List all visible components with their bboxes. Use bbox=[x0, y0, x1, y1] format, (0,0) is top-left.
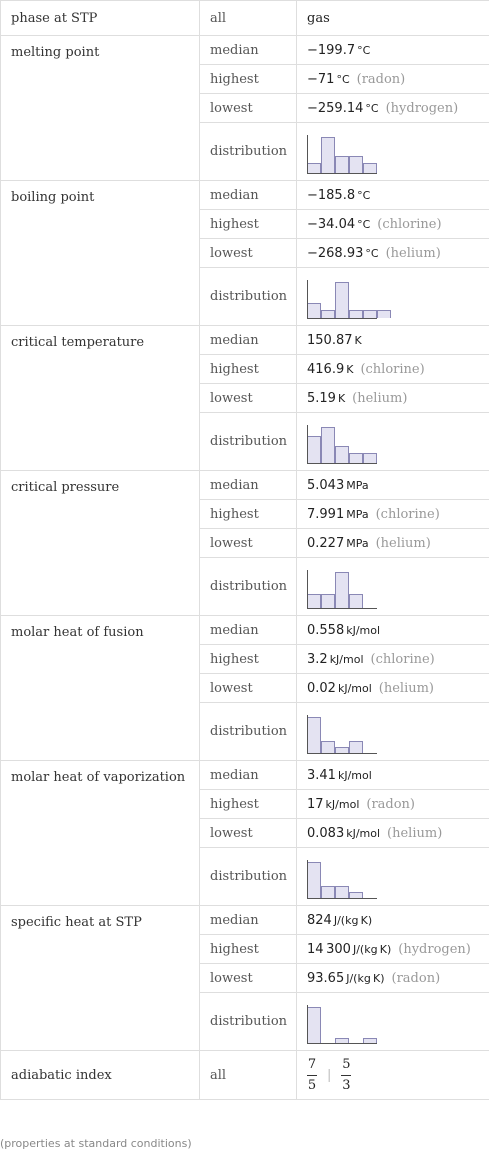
stat-value bbox=[297, 616, 489, 645]
value-number: 14 300 bbox=[307, 941, 351, 957]
histogram-bar bbox=[307, 436, 321, 463]
stat-value bbox=[297, 210, 489, 239]
property-subrow bbox=[1, 181, 489, 210]
fraction-numerator: 7 bbox=[307, 1056, 317, 1072]
property-name: melting point bbox=[1, 36, 200, 181]
stat-value bbox=[297, 384, 489, 413]
fraction-bar bbox=[341, 1075, 351, 1076]
value-unit: K bbox=[337, 391, 346, 405]
value-number: 3.2 bbox=[307, 651, 328, 667]
value-number: −259.14 bbox=[307, 100, 364, 116]
histogram-bar bbox=[321, 886, 335, 898]
histogram-bar bbox=[335, 747, 349, 753]
property-name: critical pressure bbox=[1, 471, 200, 616]
histogram-bar bbox=[363, 1038, 377, 1043]
value-number: 150.87 bbox=[307, 332, 353, 348]
distribution-histogram bbox=[307, 133, 377, 174]
stat-label: highest bbox=[200, 210, 297, 239]
histogram-bar bbox=[335, 446, 349, 463]
value-number: 5.19 bbox=[307, 390, 336, 406]
value-note: (helium) bbox=[378, 680, 435, 696]
distribution-histogram bbox=[307, 858, 377, 899]
fraction-separator: | bbox=[327, 1067, 332, 1083]
stat-value bbox=[297, 355, 489, 384]
stat-value bbox=[297, 935, 489, 964]
distribution-histogram bbox=[307, 1003, 377, 1044]
stat-value bbox=[297, 819, 489, 848]
phase-label: phase at STP bbox=[1, 1, 200, 36]
property-name: boiling point bbox=[1, 181, 200, 326]
value-note: (helium) bbox=[352, 390, 408, 406]
value-note: (radon) bbox=[356, 71, 406, 87]
histogram-bar bbox=[307, 862, 321, 898]
property-subrow bbox=[1, 471, 489, 500]
value-unit: kJ/mol bbox=[346, 826, 381, 840]
histogram-bar bbox=[335, 572, 349, 608]
histogram-bar bbox=[349, 310, 363, 318]
value-note: (hydrogen) bbox=[385, 100, 459, 116]
property-name: molar heat of fusion bbox=[1, 616, 200, 761]
stat-value bbox=[297, 993, 489, 1051]
stat-label: lowest bbox=[200, 94, 297, 123]
fraction bbox=[341, 1056, 351, 1095]
histogram-bar bbox=[335, 886, 349, 898]
stat-value bbox=[297, 268, 489, 326]
value-unit: kJ/mol bbox=[346, 623, 381, 637]
stat-value bbox=[297, 558, 489, 616]
stat-value bbox=[297, 674, 489, 703]
value-note: (helium) bbox=[375, 535, 431, 551]
stat-value bbox=[297, 964, 489, 993]
stat-value bbox=[297, 906, 489, 935]
stat-value bbox=[297, 65, 489, 94]
value-number: −185.8 bbox=[307, 187, 356, 203]
value-note: (chlorine) bbox=[375, 506, 440, 522]
value-note: (chlorine) bbox=[370, 651, 435, 667]
distribution-histogram bbox=[307, 568, 377, 609]
value-number: −34.04 bbox=[307, 216, 356, 232]
value-unit: MPa bbox=[346, 478, 369, 492]
value-number: −71 bbox=[307, 71, 335, 87]
stat-value bbox=[297, 181, 489, 210]
value-unit: °C bbox=[336, 72, 350, 86]
histogram-bar bbox=[349, 594, 363, 608]
phase-sub: all bbox=[200, 1, 297, 36]
stat-value bbox=[297, 645, 489, 674]
stat-value bbox=[297, 94, 489, 123]
stat-label: distribution bbox=[200, 123, 297, 181]
value-unit: °C bbox=[365, 101, 379, 115]
value-note: (chlorine) bbox=[360, 361, 425, 377]
value-unit: °C bbox=[357, 217, 371, 231]
value-number: 3.41 bbox=[307, 767, 336, 783]
stat-label: lowest bbox=[200, 964, 297, 993]
value-number: 0.02 bbox=[307, 680, 336, 696]
stat-label: lowest bbox=[200, 384, 297, 413]
stat-label: highest bbox=[200, 790, 297, 819]
value-unit: kJ/mol bbox=[325, 797, 360, 811]
value-unit: kJ/mol bbox=[329, 652, 364, 666]
value-number: 0.227 bbox=[307, 535, 345, 551]
stat-label: median bbox=[200, 616, 297, 645]
stat-label: highest bbox=[200, 500, 297, 529]
value-number: 7.991 bbox=[307, 506, 345, 522]
histogram-bar bbox=[321, 137, 335, 173]
stat-label: median bbox=[200, 36, 297, 65]
stat-value bbox=[297, 761, 489, 790]
histogram-bar bbox=[321, 594, 335, 608]
stat-label: distribution bbox=[200, 703, 297, 761]
value-number: 824 bbox=[307, 912, 332, 928]
value-number: 416.9 bbox=[307, 361, 345, 377]
histogram-bar bbox=[321, 741, 335, 753]
histogram-bar bbox=[363, 453, 377, 463]
histogram-bar bbox=[307, 303, 321, 318]
value-unit: K bbox=[346, 362, 354, 376]
stat-label: highest bbox=[200, 355, 297, 384]
fraction-denominator: 5 bbox=[307, 1077, 317, 1093]
histogram-bar bbox=[349, 453, 363, 463]
phase-row bbox=[1, 1, 489, 36]
stat-value bbox=[297, 123, 489, 181]
stat-value bbox=[297, 326, 489, 355]
property-name: molar heat of vaporization bbox=[1, 761, 200, 906]
property-name: specific heat at STP bbox=[1, 906, 200, 1051]
property-subrow bbox=[1, 616, 489, 645]
histogram-bar bbox=[307, 1007, 321, 1043]
value-unit: kJ/mol bbox=[337, 681, 372, 695]
distribution-histogram bbox=[307, 423, 377, 464]
value-unit: MPa bbox=[346, 536, 369, 550]
adiabatic-label: adiabatic index bbox=[1, 1051, 200, 1100]
histogram-bar bbox=[335, 156, 349, 173]
stat-label: median bbox=[200, 326, 297, 355]
value-unit: J/(kg K) bbox=[333, 913, 373, 927]
histogram-bar bbox=[377, 310, 391, 318]
histogram-bar bbox=[363, 310, 377, 318]
value-unit: MPa bbox=[346, 507, 369, 521]
value-number: −268.93 bbox=[307, 245, 364, 261]
value-number: 0.558 bbox=[307, 622, 345, 638]
stat-label: distribution bbox=[200, 268, 297, 326]
fraction bbox=[307, 1056, 317, 1095]
stat-label: highest bbox=[200, 65, 297, 94]
histogram-bar bbox=[335, 282, 349, 318]
stat-value bbox=[297, 703, 489, 761]
property-subrow bbox=[1, 36, 489, 65]
histogram-bar bbox=[335, 1038, 349, 1043]
property-name: critical temperature bbox=[1, 326, 200, 471]
value-number: −199.7 bbox=[307, 42, 356, 58]
histogram-bar bbox=[349, 892, 363, 898]
value-unit: J/(kg K) bbox=[352, 942, 392, 956]
stat-value bbox=[297, 36, 489, 65]
stat-label: distribution bbox=[200, 558, 297, 616]
property-subrow bbox=[1, 326, 489, 355]
value-note: (helium) bbox=[387, 825, 443, 841]
stat-label: lowest bbox=[200, 819, 297, 848]
adiabatic-sub: all bbox=[200, 1051, 297, 1100]
histogram-bar bbox=[307, 717, 321, 753]
value-note: (radon) bbox=[391, 970, 441, 986]
value-unit: °C bbox=[365, 246, 379, 260]
stat-value bbox=[297, 500, 489, 529]
fraction-denominator: 3 bbox=[342, 1077, 351, 1093]
adiabatic-row bbox=[1, 1051, 489, 1100]
stat-value bbox=[297, 471, 489, 500]
value-number: 5.043 bbox=[307, 477, 345, 493]
stat-value bbox=[297, 239, 489, 268]
stat-label: lowest bbox=[200, 239, 297, 268]
value-unit: K bbox=[354, 333, 362, 347]
value-unit: °C bbox=[357, 43, 371, 57]
stat-value bbox=[297, 790, 489, 819]
value-note: (radon) bbox=[366, 796, 416, 812]
stat-label: median bbox=[200, 181, 297, 210]
histogram-bar bbox=[307, 163, 321, 173]
stat-label: distribution bbox=[200, 413, 297, 471]
histogram-bar bbox=[363, 163, 377, 173]
fraction-numerator: 5 bbox=[342, 1056, 351, 1072]
adiabatic-values bbox=[297, 1051, 489, 1100]
stat-value bbox=[297, 413, 489, 471]
value-note: (chlorine) bbox=[377, 216, 442, 232]
phase-value: gas bbox=[297, 1, 489, 36]
property-subrow bbox=[1, 761, 489, 790]
stat-label: median bbox=[200, 471, 297, 500]
fraction-bar bbox=[307, 1075, 317, 1076]
stat-label: distribution bbox=[200, 993, 297, 1051]
stat-label: lowest bbox=[200, 674, 297, 703]
value-unit: J/(kg K) bbox=[346, 971, 385, 985]
value-note: (hydrogen) bbox=[398, 941, 471, 957]
histogram-bar bbox=[349, 741, 363, 753]
histogram-bar bbox=[321, 310, 335, 318]
stat-label: median bbox=[200, 906, 297, 935]
value-number: 93.65 bbox=[307, 970, 345, 986]
property-subrow bbox=[1, 906, 489, 935]
stat-label: highest bbox=[200, 645, 297, 674]
value-unit: kJ/mol bbox=[337, 768, 372, 782]
stat-label: lowest bbox=[200, 529, 297, 558]
histogram-bar bbox=[321, 427, 335, 463]
distribution-histogram bbox=[307, 278, 377, 319]
stat-value bbox=[297, 848, 489, 906]
histogram-bar bbox=[307, 594, 321, 608]
histogram-bar bbox=[349, 156, 363, 173]
stat-label: distribution bbox=[200, 848, 297, 906]
footnote: (properties at standard conditions) bbox=[0, 1137, 192, 1150]
value-number: 17 bbox=[307, 796, 324, 812]
value-unit: °C bbox=[357, 188, 371, 202]
stat-label: median bbox=[200, 761, 297, 790]
value-number: 0.083 bbox=[307, 825, 345, 841]
stat-value bbox=[297, 529, 489, 558]
stat-label: highest bbox=[200, 935, 297, 964]
value-note: (helium) bbox=[385, 245, 441, 261]
distribution-histogram bbox=[307, 713, 377, 754]
